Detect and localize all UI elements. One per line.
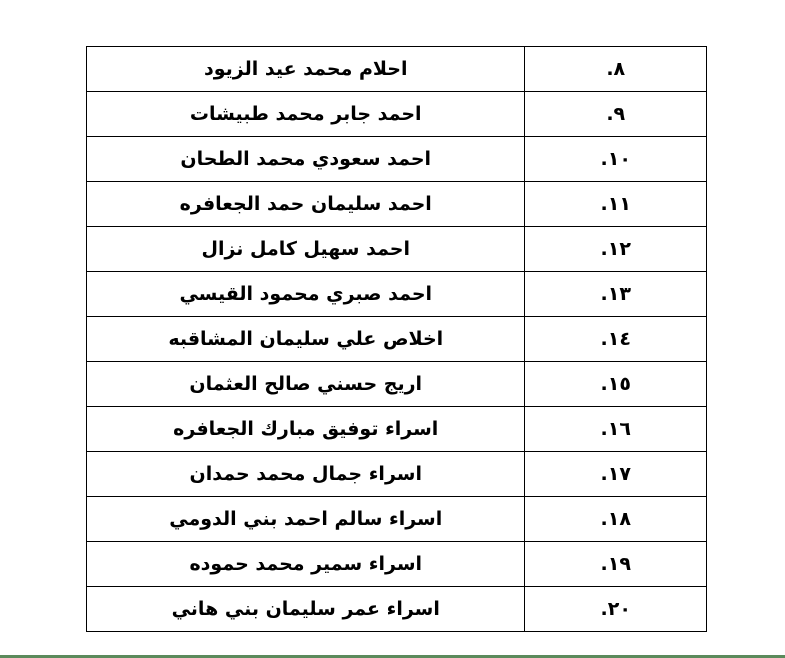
row-name: اسراء عمر سليمان بني هاني bbox=[87, 587, 525, 632]
table-row bbox=[87, 317, 707, 362]
table-row bbox=[87, 587, 707, 632]
row-number: ٩. bbox=[525, 92, 707, 137]
row-number: ١١. bbox=[525, 182, 707, 227]
table-row bbox=[87, 362, 707, 407]
row-number: ١٢. bbox=[525, 227, 707, 272]
names-table bbox=[86, 46, 707, 632]
table-row bbox=[87, 182, 707, 227]
row-number: ١٨. bbox=[525, 497, 707, 542]
row-name: اريج حسني صالح العثمان bbox=[87, 362, 525, 407]
row-number: ١٤. bbox=[525, 317, 707, 362]
row-name: احمد سعودي محمد الطحان bbox=[87, 137, 525, 182]
table-row bbox=[87, 92, 707, 137]
row-number: ١٩. bbox=[525, 542, 707, 587]
row-number: ٢٠. bbox=[525, 587, 707, 632]
row-name: احمد سهيل كامل نزال bbox=[87, 227, 525, 272]
row-name: احمد سليمان حمد الجعافره bbox=[87, 182, 525, 227]
table-row bbox=[87, 497, 707, 542]
table-row bbox=[87, 452, 707, 497]
table-row bbox=[87, 407, 707, 452]
row-name: احلام محمد عيد الزيود bbox=[87, 47, 525, 92]
table-row bbox=[87, 272, 707, 317]
table-row bbox=[87, 47, 707, 92]
table-row bbox=[87, 542, 707, 587]
row-name: احمد صبري محمود القيسي bbox=[87, 272, 525, 317]
row-number: ٨. bbox=[525, 47, 707, 92]
table-row bbox=[87, 137, 707, 182]
row-number: ١٠. bbox=[525, 137, 707, 182]
row-name: اسراء جمال محمد حمدان bbox=[87, 452, 525, 497]
row-name: اسراء سالم احمد بني الدومي bbox=[87, 497, 525, 542]
table-row bbox=[87, 227, 707, 272]
row-number: ١٥. bbox=[525, 362, 707, 407]
row-number: ١٧. bbox=[525, 452, 707, 497]
row-name: اسراء سمير محمد حموده bbox=[87, 542, 525, 587]
row-number: ١٣. bbox=[525, 272, 707, 317]
row-number: ١٦. bbox=[525, 407, 707, 452]
row-name: اخلاص علي سليمان المشاقبه bbox=[87, 317, 525, 362]
row-name: احمد جابر محمد طبيشات bbox=[87, 92, 525, 137]
row-name: اسراء توفيق مبارك الجعافره bbox=[87, 407, 525, 452]
